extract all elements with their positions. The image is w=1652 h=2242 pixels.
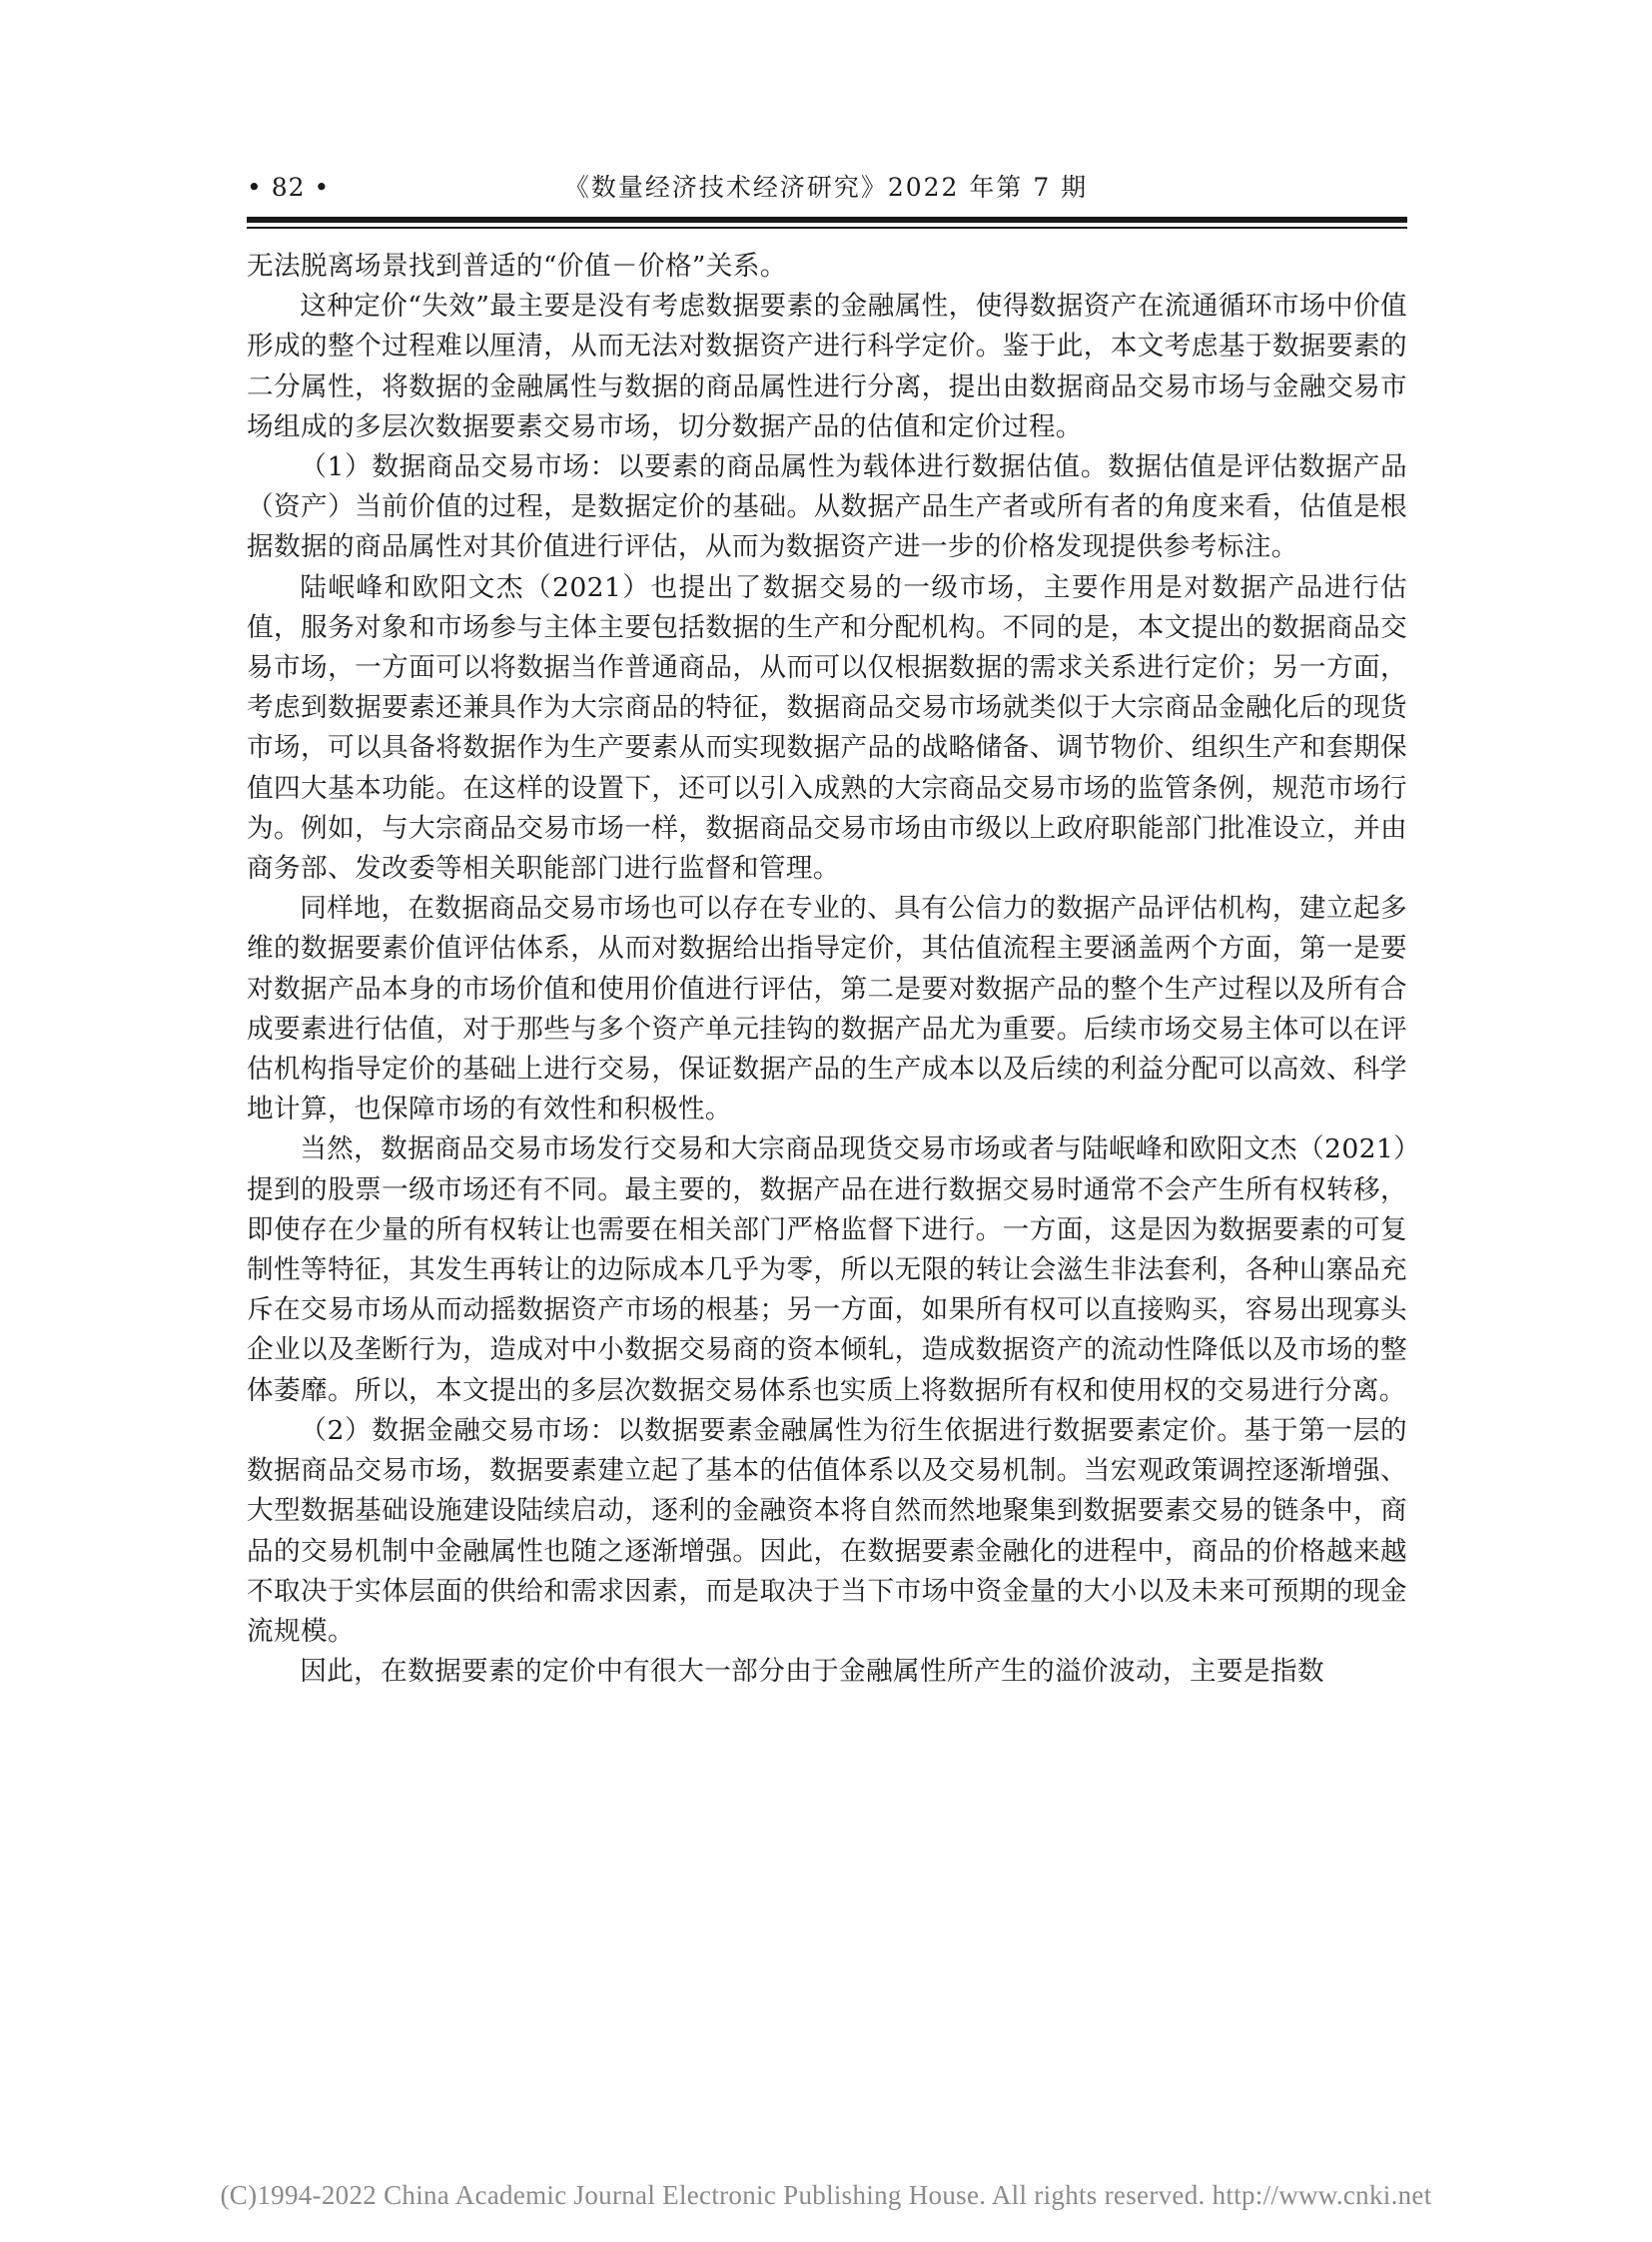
- paragraph: 陆岷峰和欧阳文杰（2021）也提出了数据交易的一级市场，主要作用是对数据产品进行估值，服务对象和市场参与主体主要包括数据的生产和分配机构。不同的是，本文提出的数据商品交易市场，一方面可以将数据当作普通商品，从而可以仅根据数据的需求关系进行定价；另一方面，考虑到数据要素还兼具作为大宗商品的特征，数据商品交易市场就类似于大宗商品金融化后的现货市场，可以具备将数据作为生产要素从而实现数据产品的战略储备、调节物价、组织生产和套期保值四大基本功能。在这样的设置下，还可以引入成熟的大宗商品交易市场的监管条例，规范市场行为。例如，与大宗商品交易市场一样，数据商品交易市场由市级以上政府职能部门批准设立，并由商务部、发改委等相关职能部门进行监督和管理。: [247, 571, 1407, 885]
- journal-title: 《数量经济技术经济研究》2022 年第 7 期: [563, 173, 1089, 202]
- copyright-footer: (C)1994-2022 China Academic Journal Electronic Publishing House. All rights reserved. http://www.cnki.net: [220, 2180, 1432, 2210]
- running-header: [247, 168, 1405, 208]
- page-number: • 82 •: [247, 173, 331, 202]
- paragraph: （2）数据金融交易市场：以数据要素金融属性为衍生依据进行数据要素定价。基于第一层的数据商品交易市场，数据要素建立起了基本的估值体系以及交易机制。当宏观政策调控逐渐增强、大型数据基础设施建设陆续启动，逐利的金融资本将自然而然地聚集到数据要素交易的链条中，商品的交易机制中金融属性也随之逐渐增强。因此，在数据要素金融化的进程中，商品的价格越来越不取决于实体层面的供给和需求因素，而是取决于当下市场中资金量的大小以及未来可预期的现金流规模。: [247, 1414, 1407, 1647]
- paragraph: 这种定价“失效”最主要是没有考虑数据要素的金融属性，使得数据资产在流通循环市场中价值形成的整个过程难以厘清，从而无法对数据资产进行科学定价。鉴于此，本文考虑基于数据要素的二分属性，将数据的金融属性与数据的商品属性进行分离，提出由数据商品交易市场与金融交易市场组成的多层次数据要素交易市场，切分数据产品的估值和定价过程。: [247, 291, 1407, 442]
- paragraph: 同样地，在数据商品交易市场也可以存在专业的、具有公信力的数据产品评估机构，建立起多维的数据要素价值评估体系，从而对数据给出指导定价，其估值流程主要涵盖两个方面，第一是要对数据产品本身的市场价值和使用价值进行评估，第二是要对数据产品的整个生产过程以及所有合成要素进行估值，对于那些与多个资产单元挂钩的数据产品尤为重要。后续市场交易主体可以在评估机构指导定价的基础上进行交易，保证数据产品的生产成本以及后续的利益分配可以高效、科学地计算，也保障市场的有效性和积极性。: [247, 893, 1407, 1125]
- paragraph: （1）数据商品交易市场：以要素的商品属性为载体进行数据估值。数据估值是评估数据产品（资产）当前价值的过程，是数据定价的基础。从数据产品生产者或所有者的角度来看，估值是根据数据的商品属性对其价值进行评估，从而为数据资产进一步的价格发现提供参考标注。: [247, 451, 1407, 563]
- header-rule-thin: [247, 227, 1407, 229]
- paragraph: 无法脱离场景找到普适的“价值－价格”关系。: [247, 251, 787, 282]
- paragraph: 因此，在数据要素的定价中有很大一部分由于金融属性所产生的溢价波动，主要是指数: [300, 1656, 1324, 1688]
- header-rule-thick: [247, 217, 1407, 223]
- paragraph: 当然，数据商品交易市场发行交易和大宗商品现货交易市场或者与陆岷峰和欧阳文杰（2021）提到的股票一级市场还有不同。最主要的，数据产品在进行数据交易时通常不会产生所有权转移，即使存在少量的所有权转让也需要在相关部门严格监督下进行。一方面，这是因为数据要素的可复制性等特征，其发生再转让的边际成本几乎为零，所以无限的转让会滋生非法套利，各种山寨品充斥在交易市场从而动摇数据资产市场的根基；另一方面，如果所有权可以直接购买，容易出现寡头企业以及垄断行为，造成对中小数据交易商的资本倾轧，造成数据资产的流动性降低以及市场的整体萎靡。所以，本文提出的多层次数据交易体系也实质上将数据所有权和使用权的交易进行分离。: [247, 1133, 1407, 1406]
- article-body: [247, 247, 1407, 1692]
